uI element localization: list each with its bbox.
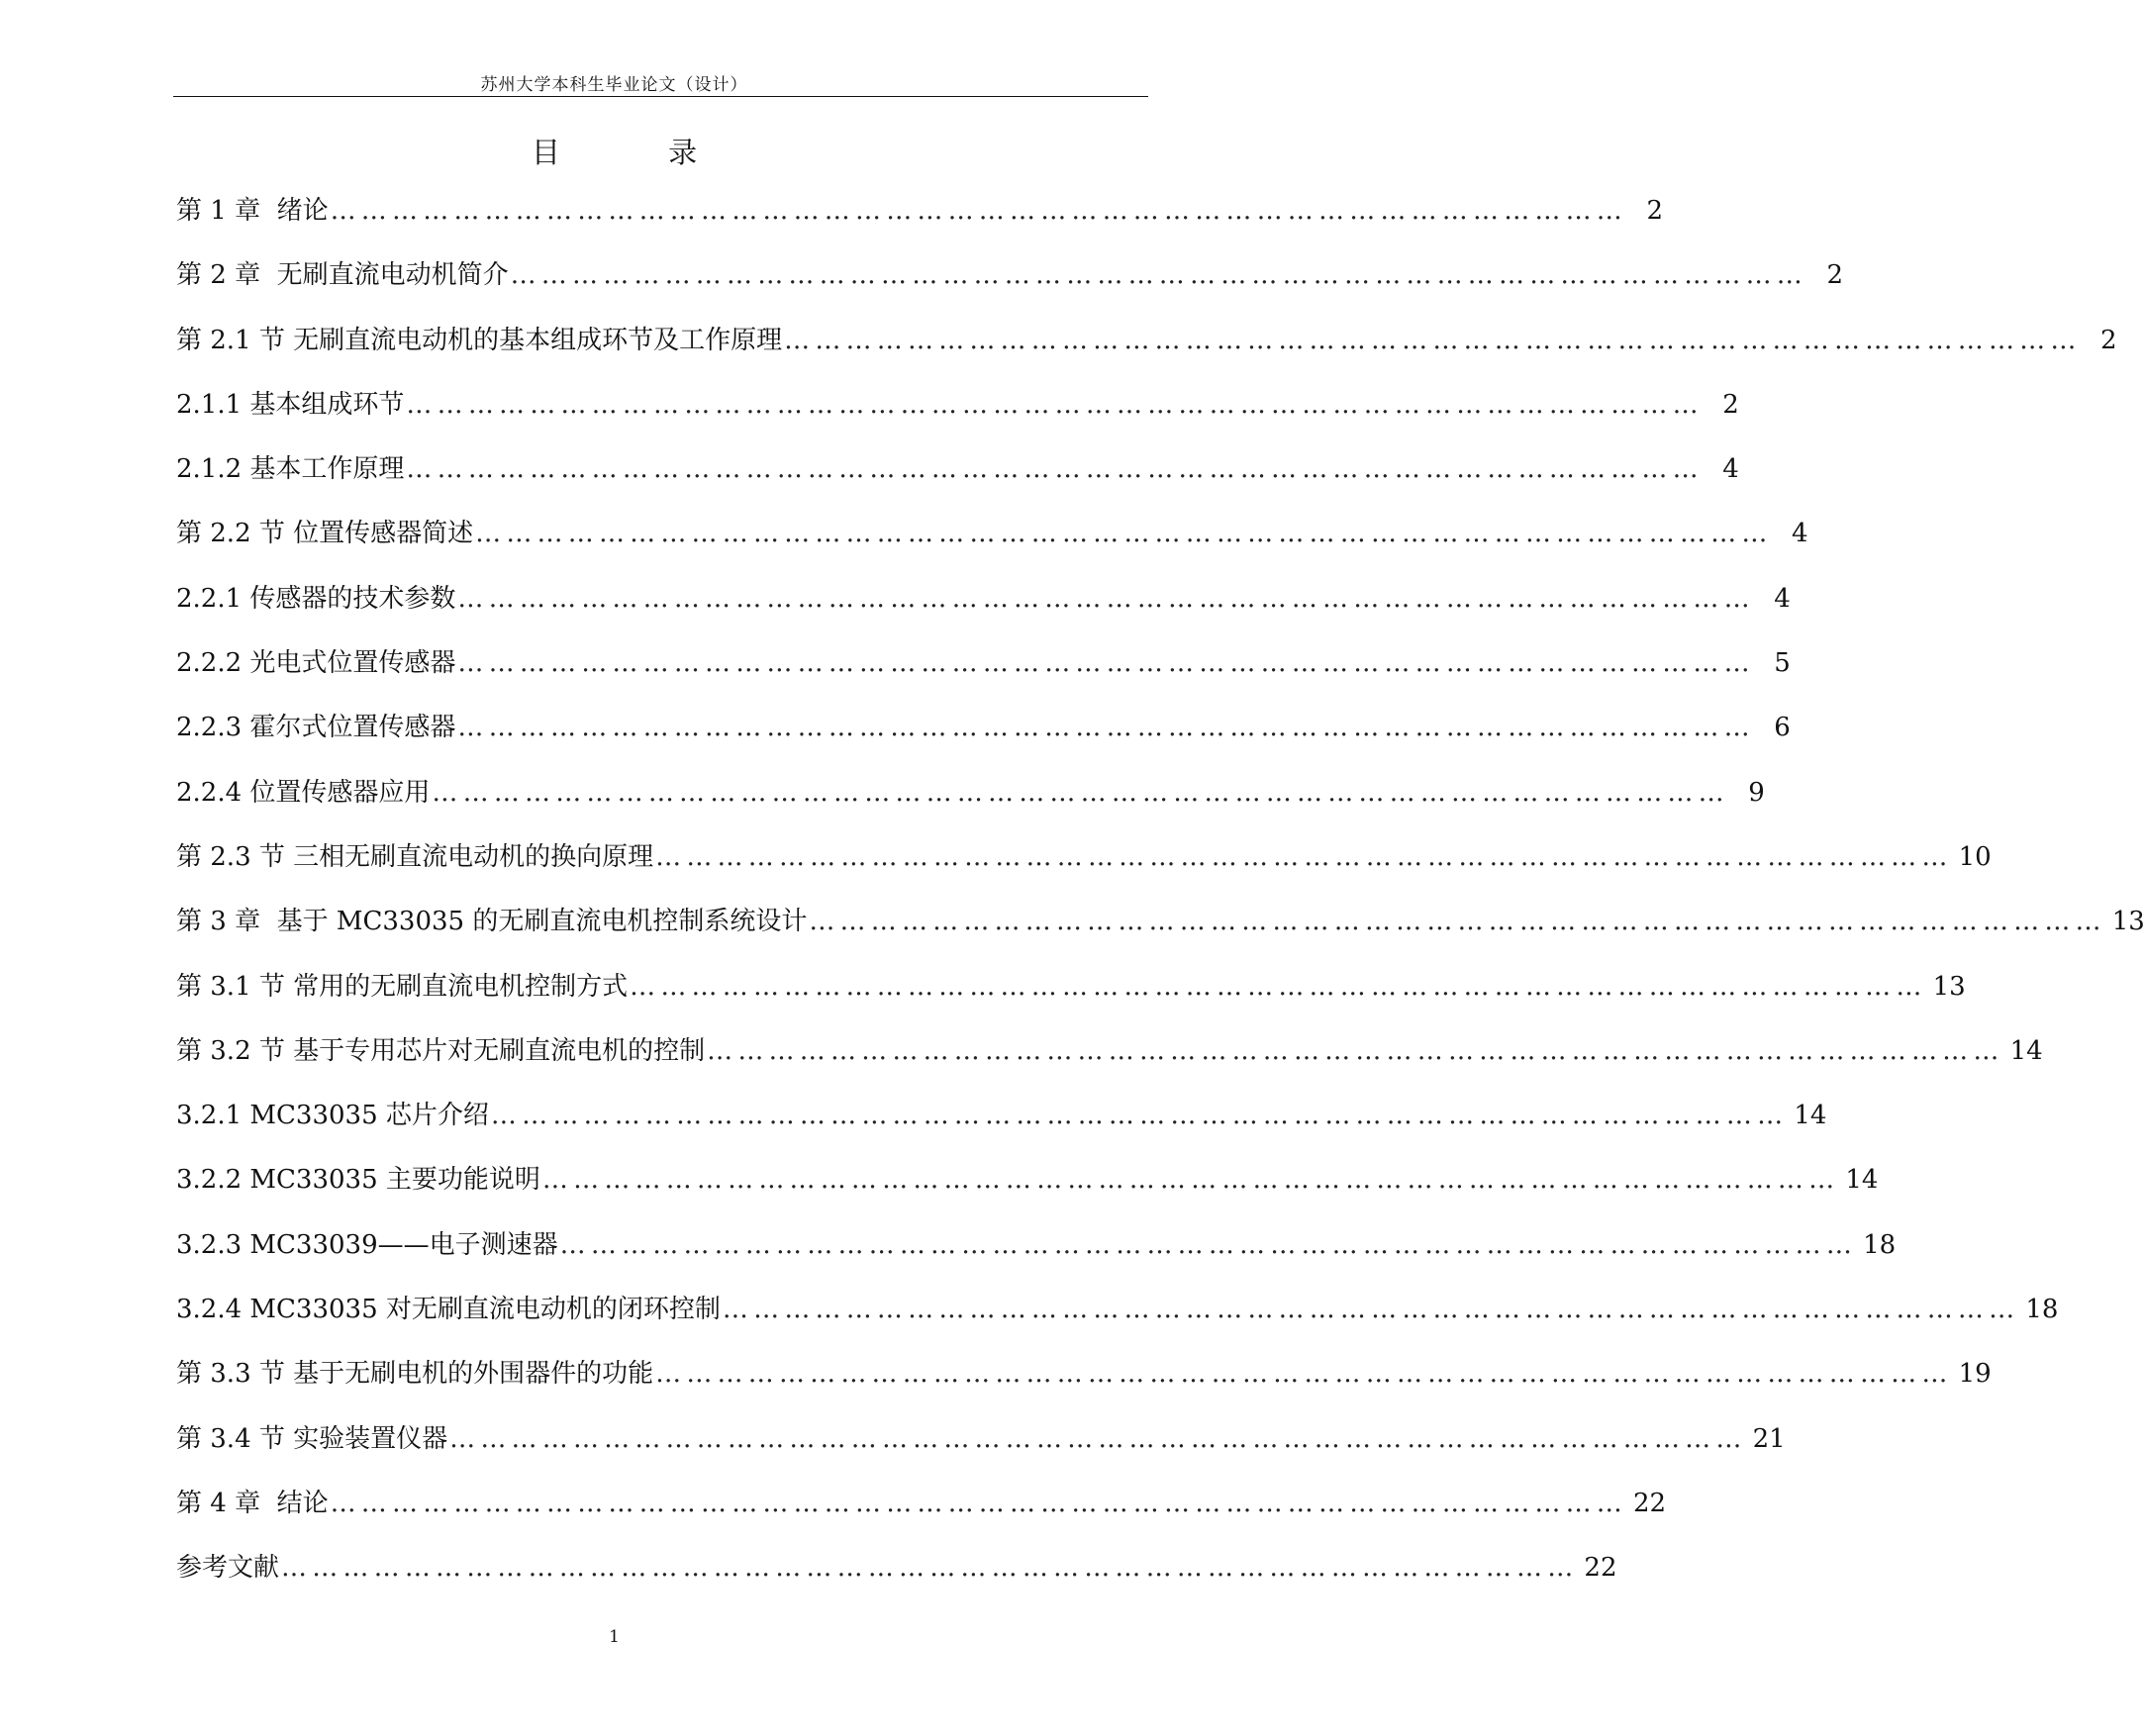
toc-dot-leader: ………………………………………………………………………………………………………………	[406, 454, 1704, 485]
toc-entry-page: 22	[1584, 1553, 1617, 1584]
toc-entry-page: 5	[1774, 648, 1791, 679]
toc-entry-label: 第 3.1 节 常用的无刷直流电机控制方式	[176, 971, 629, 1002]
toc-entry-label: 3.2.1 MC33035 芯片介绍	[176, 1101, 489, 1131]
toc-entry-page: 14	[1794, 1101, 1827, 1131]
toc-entry[interactable]	[176, 1486, 1667, 1550]
toc-dot-leader: ………………………………………………………………………………………………………………	[655, 1359, 1953, 1390]
toc-entry-page: 4	[1792, 519, 1808, 549]
toc-entry-label: 3.2.3 MC33039——电子测速器	[176, 1229, 558, 1260]
toc-dot-leader: ………………………………………………………………………………………………………………	[330, 196, 1628, 226]
toc-entry-page: 10	[1958, 841, 1992, 872]
toc-entry-label: 第 2.1 节 无刷直流电动机的基本组成环节及工作原理	[176, 325, 783, 355]
toc-entry-label: 2.2.1 传感器的技术参数	[176, 583, 456, 614]
toc-dot-leader: ………………………………………………………………………………………………………………	[449, 1423, 1747, 1454]
toc-dot-leader: ………………………………………………………………………………………………………………	[330, 1488, 1628, 1518]
toc-entry[interactable]	[176, 323, 2117, 387]
toc-entry[interactable]	[176, 904, 2145, 968]
toc-entry-label: 2.2.2 光电式位置传感器	[176, 648, 456, 679]
toc-entry[interactable]	[176, 1550, 1617, 1614]
toc-entry-page: 18	[2025, 1295, 2059, 1325]
toc-entry[interactable]	[176, 193, 1664, 257]
toc-entry-label: 第 2 章 无刷直流电动机简介	[176, 260, 509, 291]
toc-dot-leader: ………………………………………………………………………………………………………………	[457, 713, 1755, 743]
toc-entry-page: 9	[1748, 777, 1765, 808]
toc-dot-leader: ………………………………………………………………………………………………………………	[457, 583, 1755, 614]
toc-dot-leader: ………………………………………………………………………………………………………………	[475, 519, 1773, 549]
toc-entry-label: 2.2.4 位置传感器应用	[176, 777, 431, 808]
header-rule	[173, 96, 1148, 97]
toc-entry-label: 第 3 章 基于 MC33035 的无刷直流电机控制系统设计	[176, 907, 808, 937]
toc-dot-leader: ………………………………………………………………………………………………………………	[541, 1165, 1840, 1196]
toc-entry-page: 18	[1863, 1229, 1897, 1260]
toc-entry[interactable]	[176, 645, 1791, 710]
toc-dot-leader: ………………………………………………………………………………………………………………	[559, 1229, 1858, 1260]
toc-entry-label: 第 3.2 节 基于专用芯片对无刷直流电机的控制	[176, 1035, 706, 1066]
toc-entry-label: 第 1 章 绪论	[176, 196, 329, 226]
toc-entry-page: 2	[1826, 260, 1844, 291]
toc-entry[interactable]	[176, 1356, 1992, 1420]
toc-entry-label: 2.2.3 霍尔式位置传感器	[176, 713, 456, 743]
toc-dot-leader: ………………………………………………………………………………………………………………	[510, 260, 1808, 291]
toc-entry[interactable]	[176, 581, 1791, 645]
toc-entry[interactable]	[176, 710, 1791, 774]
toc-dot-leader: ………………………………………………………………………………………………………………	[809, 907, 2106, 937]
toc-dot-leader: ………………………………………………………………………………………………………………	[722, 1295, 2020, 1325]
toc-entry-page: 2	[1646, 196, 1664, 226]
toc-entry[interactable]	[176, 839, 1992, 904]
toc-dot-leader: ………………………………………………………………………………………………………………	[281, 1553, 1579, 1584]
toc-entry-label: 2.1.1 基本组成环节	[176, 389, 405, 420]
toc-entry[interactable]	[176, 969, 1966, 1033]
toc-dot-leader: ………………………………………………………………………………………………………………	[432, 777, 1729, 808]
toc-entry-page: 6	[1774, 713, 1791, 743]
toc-entry-page: 13	[1932, 971, 1966, 1002]
toc-dot-leader: ………………………………………………………………………………………………………………	[457, 648, 1755, 679]
toc-entry[interactable]	[176, 516, 1808, 580]
toc-entry-page: 2	[2100, 325, 2117, 355]
toc-dot-leader: ………………………………………………………………………………………………………………	[490, 1101, 1789, 1131]
toc-entry-label: 第 3.3 节 基于无刷电机的外围器件的功能	[176, 1359, 654, 1390]
toc-entry-page: 21	[1752, 1423, 1786, 1454]
toc-entry[interactable]	[176, 1098, 1827, 1162]
running-header: 苏州大学本科生毕业论文（设计）	[480, 75, 748, 95]
table-of-contents	[176, 193, 2145, 1615]
toc-entry-page: 19	[1958, 1359, 1992, 1390]
toc-entry[interactable]	[176, 1162, 1879, 1226]
toc-entry-label: 第 2.3 节 三相无刷直流电动机的换向原理	[176, 841, 654, 872]
toc-entry-label: 参考文献	[176, 1553, 280, 1584]
toc-entry-label: 3.2.2 MC33035 主要功能说明	[176, 1165, 540, 1196]
toc-entry[interactable]	[176, 775, 1765, 839]
toc-entry-label: 3.2.4 MC33035 对无刷直流电动机的闭环控制	[176, 1295, 721, 1325]
toc-entry-label: 第 3.4 节 实验装置仪器	[176, 1423, 448, 1454]
toc-entry-page: 13	[2111, 907, 2145, 937]
toc-entry[interactable]	[176, 387, 1739, 451]
toc-dot-leader: ………………………………………………………………………………………………………………	[784, 325, 2082, 355]
toc-dot-leader: ………………………………………………………………………………………………………………	[707, 1035, 2004, 1066]
toc-dot-leader: ………………………………………………………………………………………………………………	[630, 971, 1927, 1002]
toc-dot-leader: ………………………………………………………………………………………………………………	[406, 389, 1704, 420]
toc-entry-page: 4	[1722, 454, 1739, 485]
toc-entry-page: 14	[2009, 1035, 2043, 1066]
toc-entry-label: 第 2.2 节 位置传感器简述	[176, 519, 474, 549]
toc-entry-page: 4	[1774, 583, 1791, 614]
toc-entry-label: 第 4 章 结论	[176, 1488, 329, 1518]
toc-entry-page: 22	[1633, 1488, 1667, 1518]
toc-entry-page: 2	[1722, 389, 1739, 420]
toc-entry[interactable]	[176, 1227, 1897, 1292]
toc-entry[interactable]	[176, 1033, 2043, 1098]
toc-entry-label: 2.1.2 基本工作原理	[176, 454, 405, 485]
toc-entry[interactable]	[176, 257, 1844, 322]
toc-title: 目 录	[531, 136, 747, 169]
toc-entry[interactable]	[176, 1292, 2059, 1356]
toc-entry[interactable]	[176, 1421, 1786, 1486]
page-number: 1	[609, 1627, 620, 1647]
toc-dot-leader: ………………………………………………………………………………………………………………	[655, 841, 1953, 872]
toc-entry-page: 14	[1845, 1165, 1879, 1196]
toc-entry[interactable]	[176, 451, 1739, 516]
